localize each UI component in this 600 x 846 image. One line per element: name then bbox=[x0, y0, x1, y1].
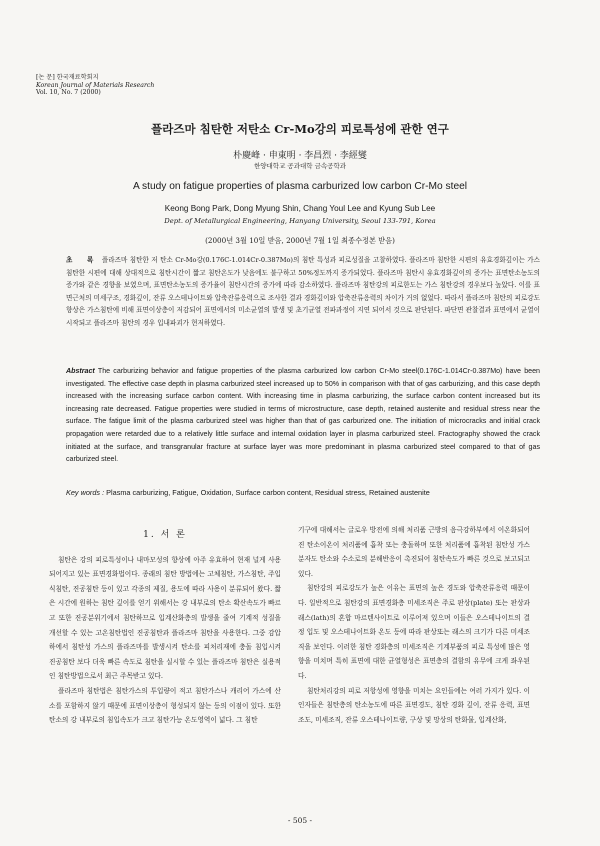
journal-korean-name: [논 문] 한국재료학회지 bbox=[36, 74, 99, 81]
paper-title-english: A study on fatigue properties of plasma carburized low carbon Cr-Mo steel bbox=[132, 181, 468, 192]
abstract-korean-text: 플라즈마 침탄한 저 탄소 Cr-Mo강(0.176C-1.014Cr-0.387Mo)의 침탄 특성과 피로성질을 고찰하였다. 플라즈마 침탄한 시편의 유효경화깊이는 가스 침탄한 시편에 대해 상대적으로 침탄시간이 짧고 침탄온도가 낮음에도 불구하고 50%정도까지 증가되었다. 플라즈마 침탄시 유효경화깊이의 증가는 표면탄소농도의 증가와 같은 경향을 보였으며, 표면탄소농도의 증가율이 침탄시간의 증가에 따라 감소하였다. 플라즈마 침탄강의 피로한도는 가스 침탄강의 경우보다 높았다. 이를 표면근처의 미세구조, 경화깊이, 잔류 오스테나이트와 압축잔류응력으로 조사한 결과 경화깊이와 압축잔류응력의 차이가 거의 없었다. 따라서 플라즈마 침탄의 피로강도 향상은 가스침탄에 비해 표면이상층이 저감되어 표면에서의 미소균열의 발생 및 초기균열 전파과정이 지연 되어서 것으로 판단된다. 파단면 관찰결과 표면에서 균열이 시작되고 플라즈마 침탄의 경우 입내파괴가 현저하였다. bbox=[66, 256, 540, 327]
body-paragraph: 플라즈마 침탄법은 침탄가스의 투입량이 적고 침탄가스나 캐리어 가스에 산소를 포함하지 않기 때문에 표면이상층이 형성되지 않는 등의 이점이 있다. 또한 탄소의 강 내부로의 침입속도가 크고 침탄가능 온도영역이 넓다. 그 침탄 bbox=[49, 686, 281, 725]
left-column bbox=[49, 520, 281, 728]
abstract-english-label: Abstract bbox=[66, 367, 95, 375]
body-paragraph: 침탄은 강의 피로특성이나 내마모성의 향상에 아주 유효하여 현재 널게 사용되어지고 있는 표면경화법이다. 종래의 침탄 방법에는 고체침탄, 가스침탄, 주입식침탄, 진공침탄 등이 있고 각종의 제질, 용도에 따라 사용이 분류되어 왔다. 짧은 시간에 원하는 침탄 깊이를 얻기 위해서는 강 내부로의 탄소 확산속도가 빠르고 또한 진공분위기에서 침탄하므로 입계산화층의 발생을 줄여 기계적 성질을 개선할 수 있는 고온침탄법인 진공침탄과 플라즈마 침탄을 사용한다. 그중 감압하에서 침탄성 가스의 플라즈마를 발생시켜 탄소를 피처리재에 충돌 침입시켜 진공침탄 보다 더욱 빠른 속도로 침탄을 실시할 수 있는 플라즈마 침탄은 실용적인 침탄방법으로서 최근 주목받고 있다. bbox=[49, 555, 281, 681]
body-paragraph: 기구에 대해서는 글로우 방전에 의해 처리품 근방의 음극강하부에서 이온화되어진 탄소이온이 처리품에 흡착 또는 충돌하며 또한 처리품에 흡착된 침탄성 가스분자도 탄소와 수소로의 분해반응이 촉진되어 침탄속도가 빠른 것으로 보고되고 있다. bbox=[298, 526, 530, 578]
keywords bbox=[66, 488, 540, 497]
affiliation-english: Dept. of Metallurgical Engineering, Hanyang University, Seoul 133-791, Korea bbox=[164, 217, 436, 225]
page-number: - 505 - bbox=[287, 816, 313, 825]
section-heading: 1. 서 론 bbox=[143, 530, 187, 540]
keywords-text: Plasma carburizing, Fatigue, Oxidation, Surface carbon content, Residual stress, Retained austenite bbox=[106, 488, 430, 497]
body-paragraph: 침탄강의 피로강도가 높은 이유는 표면의 높은 경도와 압축잔류응력 때문이다. 일반적으로 침탄강의 표면경화층 미세조직은 주로 판상(plate) 또는 판상과 래스(lath)의 혼합 마르텐사이트로 이루어져 있으며 이들은 오스테나이트의 결정 입도 및 오스테나이트화 온도 등에 따라 판상또는 래스의 크기가 다른 미세조직을 보인다. 이러한 침탄 경화층의 미세조직은 기계부품의 피로 특성에 많은 영향을 미치며 특히 표면에 대한 균열형성은 표면층의 결함의 유무에 크게 좌우된다. bbox=[298, 584, 530, 680]
abstract-korean-label: 초 록 bbox=[66, 256, 100, 264]
journal-english-name: Korean Journal of Materials Research bbox=[36, 81, 155, 89]
journal-volume: Vol. 10, No. 7 (2000) bbox=[36, 89, 101, 97]
abstract-korean bbox=[66, 254, 540, 330]
paper-title-korean: 플라즈마 침탄한 저탄소 Cr-Mo강의 피로특성에 관한 연구 bbox=[151, 122, 449, 136]
keywords-label: Key words : bbox=[66, 488, 105, 497]
journal-header bbox=[36, 74, 154, 97]
right-column bbox=[298, 523, 530, 727]
abstract-english bbox=[66, 365, 540, 466]
received-dates: (2000년 3월 10일 받음, 2000년 7월 1일 최종수정본 받음) bbox=[205, 236, 395, 245]
affiliation-korean: 한양대학교 공과대학 금속공학과 bbox=[253, 162, 347, 170]
body-paragraph: 침탄처리강의 피로 저항성에 영향을 미치는 요인들에는 여러 가지가 있다. 이 인자들은 침탄층의 탄소농도에 따른 표면경도, 침탄 경화 깊이, 잔류 응력, 표면조도, 미세조직, 잔류 오스테나이트량, 구상 및 망상의 탄화물, 입계산화, bbox=[298, 686, 530, 724]
abstract-english-text: The carburizing behavior and fatigue properties of the plasma carburized low carbon Cr-Mo steel(0.176C-1.014Cr-0.387Mo) have been investigated. The effective case depth in plasma carburized steel increased up to 50% in comparison with that of gas carburizing, and this case depth increased with the increasing surface carbon content. With increasing time in plasma carburizing, the surface carbon content increased but its increasing rate decreased. Fatigue properties were studied in terms of microstructure, case depth, retained austenite and residual stress near the surface. The fatigue limit of the plasma carburized steel was higher than that of gas carburized one. The initiation of microcracks and initial crack propagation were retarded due to a relatively little surface and internal oxidation layer in plasma carburized steel. Fractography showed the crack initiated at the surface, and transgranular fracture at surface layer was more predominant in plasma carburized steel compared to that of gas carburized steel. bbox=[66, 367, 540, 464]
authors-english: Keong Bong Park, Dong Myung Shin, Chang Youl Lee and Kyung Sub Lee bbox=[164, 204, 436, 213]
authors-korean: 朴慶峰 · 申東明 · 李昌烈 · 李經燮 bbox=[233, 151, 367, 161]
